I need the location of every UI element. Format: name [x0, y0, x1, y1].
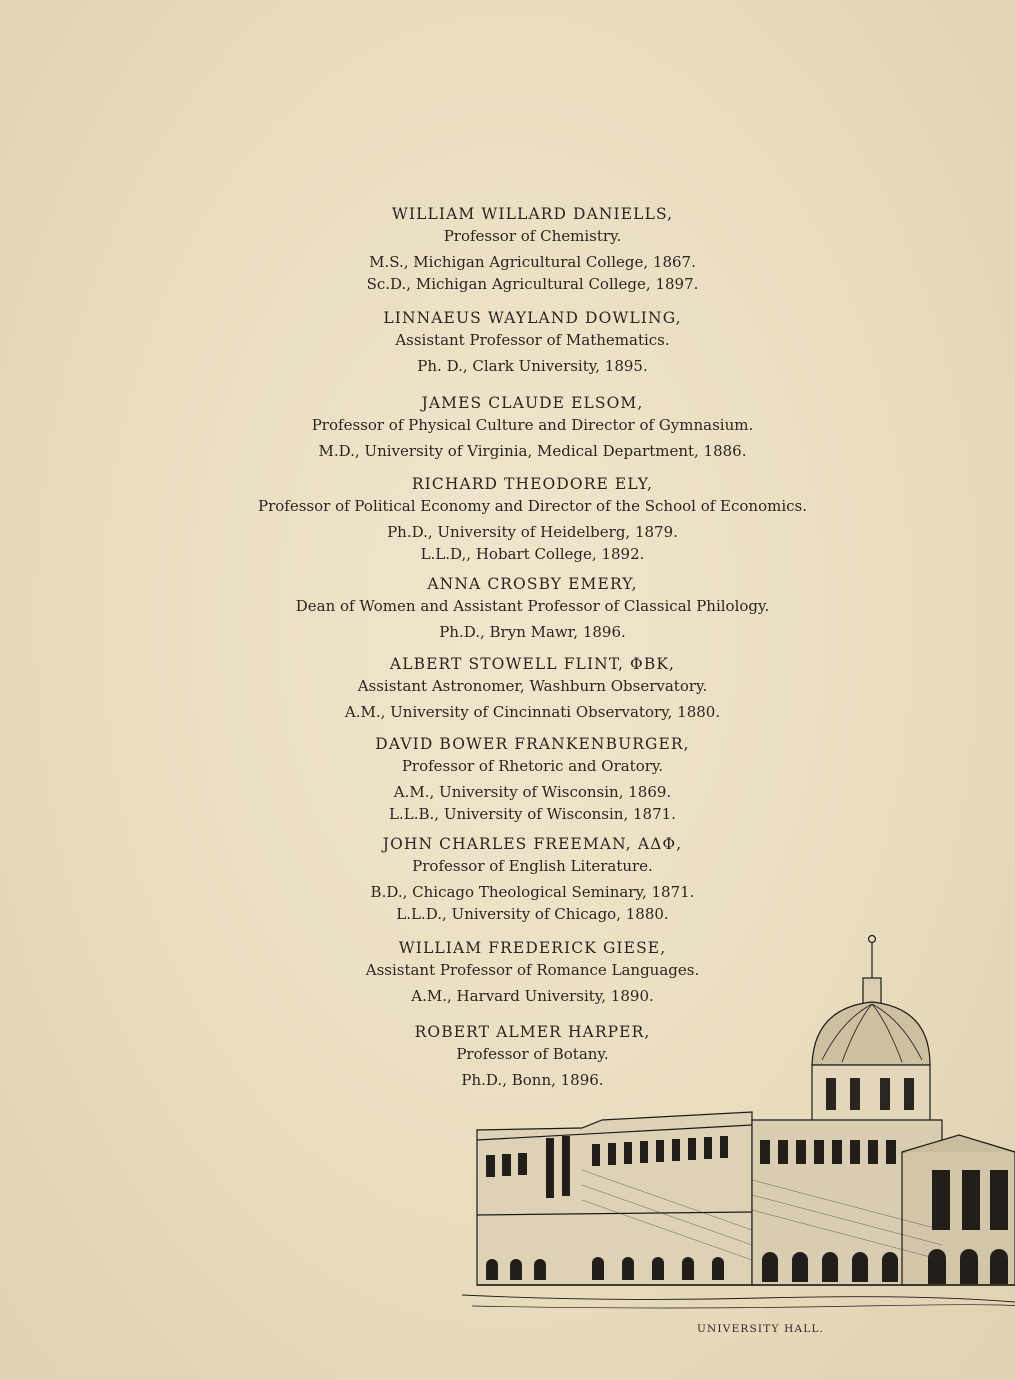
degree-line: Sc.D., Michigan Agricultural College, 1897. [366, 275, 699, 293]
faculty-name: ALBERT STOWELL FLINT, ΦBK, [389, 655, 676, 673]
faculty-name: DAVID BOWER FRANKENBURGER, [375, 735, 690, 753]
faculty-name: JOHN CHARLES FREEMAN, ΑΔΦ, [382, 835, 683, 853]
faculty-name: LINNAEUS WAYLAND DOWLING, [383, 309, 682, 327]
faculty-degrees [0, 621, 1015, 643]
degree-line: L.L.D., University of Chicago, 1880. [396, 905, 669, 923]
faculty-degrees [0, 521, 1015, 565]
faculty-entry [0, 733, 1015, 825]
faculty-title: Dean of Women and Assistant Professor of Classical Philology. [295, 597, 770, 615]
degree-line: L.L.D,, Hobart College, 1892. [420, 545, 645, 563]
faculty-name: ANNA CROSBY EMERY, [427, 575, 638, 593]
faculty-entry [0, 307, 1015, 377]
faculty-degrees [0, 701, 1015, 723]
degree-line: Ph.D., Bryn Mawr, 1896. [439, 623, 626, 641]
faculty-degrees [0, 781, 1015, 825]
faculty-title: Professor of Rhetoric and Oratory. [401, 757, 664, 775]
degree-line: Ph.D., Bonn, 1896. [461, 1071, 604, 1089]
faculty-entry [0, 392, 1015, 462]
degree-line: A.M., University of Cincinnati Observatory, 1880. [344, 703, 721, 721]
faculty-title: Assistant Astronomer, Washburn Observatory. [357, 677, 708, 695]
faculty-degrees [0, 881, 1015, 925]
faculty-entry [0, 573, 1015, 643]
faculty-name: JAMES CLAUDE ELSOM, [421, 394, 644, 412]
faculty-entry [0, 653, 1015, 723]
faculty-title: Assistant Professor of Romance Languages. [365, 961, 700, 979]
degree-line: L.L.B., University of Wisconsin, 1871. [389, 805, 676, 823]
degree-line: B.D., Chicago Theological Seminary, 1871. [370, 883, 695, 901]
faculty-name: WILLIAM FREDERICK GIESE, [398, 939, 667, 957]
degree-line: Ph. D., Clark University, 1895. [417, 357, 648, 375]
faculty-title: Assistant Professor of Mathematics. [395, 331, 670, 349]
university-hall-illustration [462, 930, 1015, 1312]
faculty-entry [0, 473, 1015, 565]
faculty-name: WILLIAM WILLARD DANIELLS, [391, 205, 674, 223]
faculty-title: Professor of English Literature. [412, 857, 653, 875]
faculty-entry [0, 203, 1015, 295]
faculty-entry [0, 833, 1015, 925]
faculty-degrees [0, 355, 1015, 377]
faculty-name: ROBERT ALMER HARPER, [414, 1023, 651, 1041]
faculty-degrees [0, 251, 1015, 295]
degree-line: A.M., University of Wisconsin, 1869. [393, 783, 672, 801]
faculty-name: RICHARD THEODORE ELY, [411, 475, 654, 493]
faculty-title: Professor of Political Economy and Director of the School of Economics. [257, 497, 808, 515]
faculty-title: Professor of Physical Culture and Director of Gymnasium. [311, 416, 754, 434]
faculty-degrees [0, 440, 1015, 462]
illustration-caption: UNIVERSITY HALL. [697, 1323, 825, 1335]
degree-line: A.M., Harvard University, 1890. [411, 987, 654, 1005]
degree-line: Ph.D., University of Heidelberg, 1879. [387, 523, 678, 541]
degree-line: M.D., University of Virginia, Medical Department, 1886. [318, 442, 747, 460]
degree-line: M.S., Michigan Agricultural College, 1867. [369, 253, 696, 271]
faculty-title: Professor of Botany. [456, 1045, 609, 1063]
faculty-title: Professor of Chemistry. [443, 227, 622, 245]
